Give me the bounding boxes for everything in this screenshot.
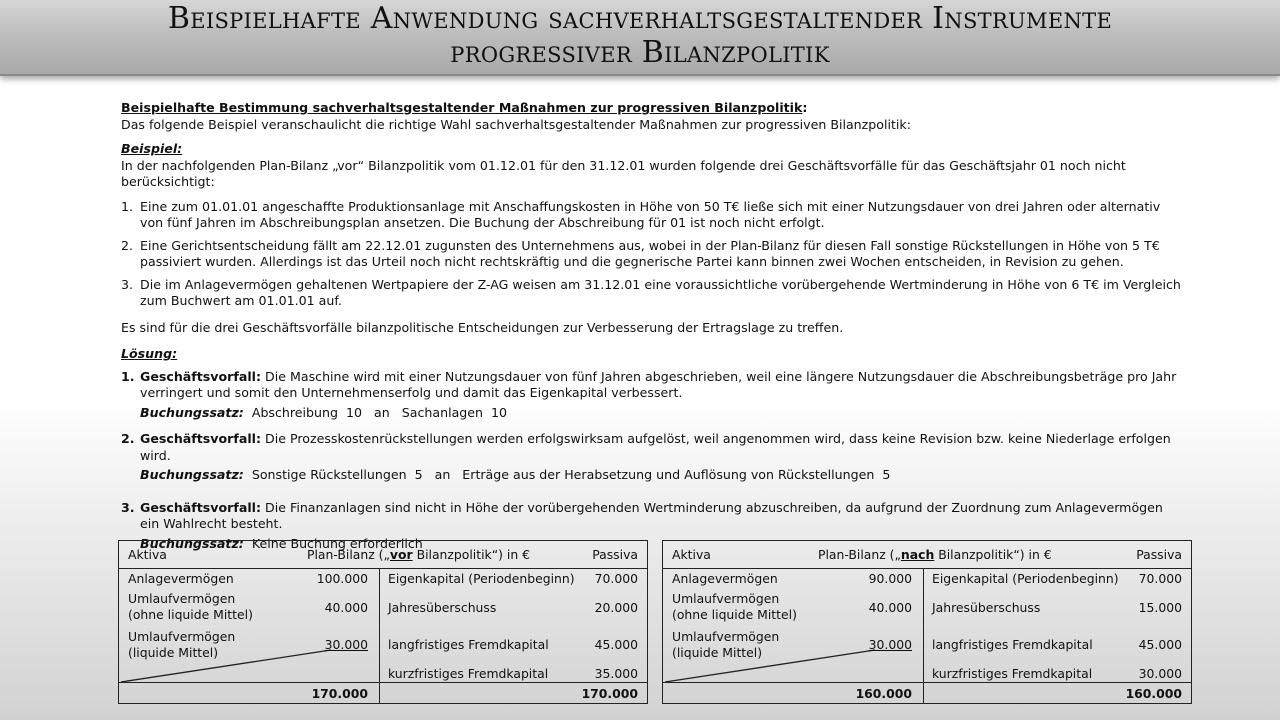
total-assets: 160.000: [855, 686, 912, 701]
balance-sheet-after: [662, 540, 1192, 704]
example-item-text: Die im Anlagevermögen gehaltenen Wertpapiere der Z-AG weisen am 31.12.01 eine voraussichtliche vorübergehende Wertminderung in Höhe von 6 T€ im Vergleich zum Buchwert am 01.01.01 auf.: [140, 276, 1181, 308]
balance-title-emphasis: vor: [389, 547, 413, 562]
asset-label: Umlaufvermögen (liquide Mittel): [128, 629, 236, 660]
solution-item-text: Die Maschine wird mit einer Nutzungsdauer von fünf Jahren abgeschrieben, weil eine längere Nutzungsdauer die Abschreibungsbeträge pro Jahr verringert und somit den Unternehmenserfolg und damit das Eigenkapital verbessert.: [140, 368, 1177, 400]
liability-value: 70.000: [594, 571, 638, 586]
asset-value: 30.000: [324, 637, 368, 652]
balance-title-pre: Plan-Bilanz („: [307, 547, 390, 562]
liability-value: 70.000: [1138, 571, 1182, 586]
booking-entry: Keine Buchung erforderlich: [251, 535, 423, 551]
liability-value: 15.000: [1138, 600, 1182, 615]
solution-item-2: [121, 431, 1181, 484]
intro-heading-text: Beispielhafte Bestimmung sachverhaltsgestaltender Maßnahmen zur progressiven Bilanzpolitik: [121, 100, 803, 115]
intro-text: Das folgende Beispiel veranschaulicht die richtige Wahl sachverhaltsgestaltender Maßnahmen zur progressiven Bilanzpolitik:: [121, 116, 911, 132]
passiva-label: Passiva: [1136, 547, 1182, 562]
example-label-text: Beispiel:: [121, 141, 183, 156]
balance-diagonal-line: [119, 541, 379, 705]
passiva-label: Passiva: [592, 547, 638, 562]
example-text: In der nachfolgenden Plan-Bilanz „vor“ Bilanzpolitik vom 01.12.01 für den 31.12.01 wurden folgende drei Geschäftsvorfälle für das Geschäftsjahr 01 noch nicht berücksichtigt:: [121, 157, 1126, 189]
balance-title-pre: Plan-Bilanz („: [818, 547, 901, 562]
balance-diagonal-line: [663, 541, 923, 705]
total-assets: 170.000: [311, 686, 368, 701]
asset-value: 100.000: [316, 571, 368, 586]
balance-footer: [663, 682, 1191, 704]
booking-entry: Sonstige Rückstellungen 5 an Erträge aus der Herabsetzung und Auflösung von Rückstellungen 5: [251, 467, 891, 482]
asset-label: Umlaufvermögen (liquide Mittel): [672, 629, 780, 660]
booking-line: [140, 405, 1181, 422]
asset-value: 90.000: [868, 571, 912, 586]
example-item-3: [121, 277, 1181, 310]
example-item-text: Eine Gerichtsentscheidung fällt am 22.12.01 zugunsten des Unternehmens aus, wobei in der Plan-Bilanz für diesen Fall sonstige Rückstellungen in Höhe von 5 T€ passiviert wurden. Allerdings ist das Urteil noch nicht rechtskräftig und die gegnerische Partei kann binnen zwei Wochen entscheiden, in Revision zu gehen.: [140, 237, 1160, 269]
solution-label-text: Lösung:: [121, 346, 178, 361]
example-label: [121, 141, 1181, 158]
balance-title-post: Bilanzpolitik“) in €: [934, 547, 1052, 562]
balance-title-emphasis: nach: [900, 547, 935, 562]
aktiva-label: Aktiva: [672, 547, 711, 562]
booking-label: Buchungssatz:: [140, 467, 244, 482]
example-item-number: 3.: [121, 276, 134, 292]
asset-label: Anlagevermögen: [672, 571, 778, 586]
solution-gv-label: Geschäftsvorfall:: [140, 499, 262, 515]
liability-label: Eigenkapital (Periodenbeginn): [388, 571, 575, 586]
asset-label: Anlagevermögen: [128, 571, 234, 586]
liability-label: kurzfristiges Fremdkapital: [932, 666, 1093, 681]
asset-label: Umlaufvermögen (ohne liquide Mittel): [128, 591, 253, 622]
booking-line: [140, 467, 1181, 484]
asset-value: 40.000: [868, 600, 912, 615]
total-liabilities: 160.000: [1125, 686, 1182, 701]
asset-value: 40.000: [324, 600, 368, 615]
liability-label: Jahresüberschuss: [388, 600, 497, 615]
solution-label: [121, 346, 1181, 363]
total-liabilities: 170.000: [581, 686, 638, 701]
balance-sheet-before: [118, 540, 648, 704]
liability-value: 20.000: [594, 600, 638, 615]
solution-item-text: Die Prozesskostenrückstellungen werden erfolgswirksam aufgelöst, weil angenommen wird, dass keine Revision bzw. keine Niederlage erfolgen wird.: [140, 431, 1171, 463]
intro-heading: [121, 100, 1181, 117]
balance-footer: [119, 682, 647, 704]
title-line-1: Beispielhafte Anwendung sachverhaltsgestaltender Instrumente: [167, 1, 1113, 36]
solution-item-number: 2.: [121, 431, 135, 446]
example-item-number: 2.: [121, 237, 134, 253]
booking-label: Buchungssatz:: [140, 535, 244, 551]
liability-label: langfristiges Fremdkapital: [388, 637, 549, 652]
solution-item-1: [121, 369, 1181, 422]
aktiva-label: Aktiva: [128, 547, 167, 562]
liability-value: 45.000: [594, 637, 638, 652]
example-item-number: 1.: [121, 198, 134, 214]
liability-value: 45.000: [1138, 637, 1182, 652]
liability-value: 30.000: [1138, 666, 1182, 681]
example-item-1: [121, 199, 1181, 232]
solution-item-text: Die Finanzanlagen sind nicht in Höhe der vorübergehenden Wertminderung abzuschreiben, da aufgrund der Zuordnung zum Anlagevermögen ein Wahlrecht besteht.: [140, 499, 1163, 531]
booking-label: Buchungssatz:: [140, 404, 244, 420]
liability-label: kurzfristiges Fremdkapital: [388, 666, 549, 681]
example-task: Es sind für die drei Geschäftsvorfälle bilanzpolitische Entscheidungen zur Verbesserung der Ertragslage zu treffen.: [121, 319, 844, 335]
asset-label: Umlaufvermögen (ohne liquide Mittel): [672, 591, 797, 622]
content-area: [121, 100, 1181, 552]
example-item-2: [121, 238, 1181, 271]
asset-value: 30.000: [868, 637, 912, 652]
solution-item-number: 1.: [121, 368, 135, 384]
solution-gv-label: Geschäftsvorfall:: [140, 431, 262, 446]
balance-title-post: Bilanzpolitik“) in €: [412, 547, 531, 562]
liability-label: Eigenkapital (Periodenbeginn): [932, 571, 1119, 586]
title-banner: [0, 0, 1280, 76]
example-item-text: Eine zum 01.01.01 angeschaffte Produktionsanlage mit Anschaffungskosten in Höhe von 50 T€ ließe sich mit einer Nutzungsdauer von drei Jahren oder alternativ von fünf Jahren im Abschreibungsplan ansetzen. Die Buchung der Abschreibung für 01 ist noch nicht erfolgt.: [140, 198, 1161, 230]
liability-value: 35.000: [594, 666, 638, 681]
booking-entry: Abschreibung 10 an Sachanlagen 10: [251, 404, 508, 420]
liability-label: langfristiges Fremdkapital: [932, 637, 1093, 652]
title-line-2: progressiver Bilanzpolitik: [450, 35, 830, 70]
intro-heading-colon: :: [802, 100, 808, 115]
solution-gv-label: Geschäftsvorfall:: [140, 368, 262, 384]
solution-item-number: 3.: [121, 499, 135, 515]
liability-label: Jahresüberschuss: [932, 600, 1041, 615]
